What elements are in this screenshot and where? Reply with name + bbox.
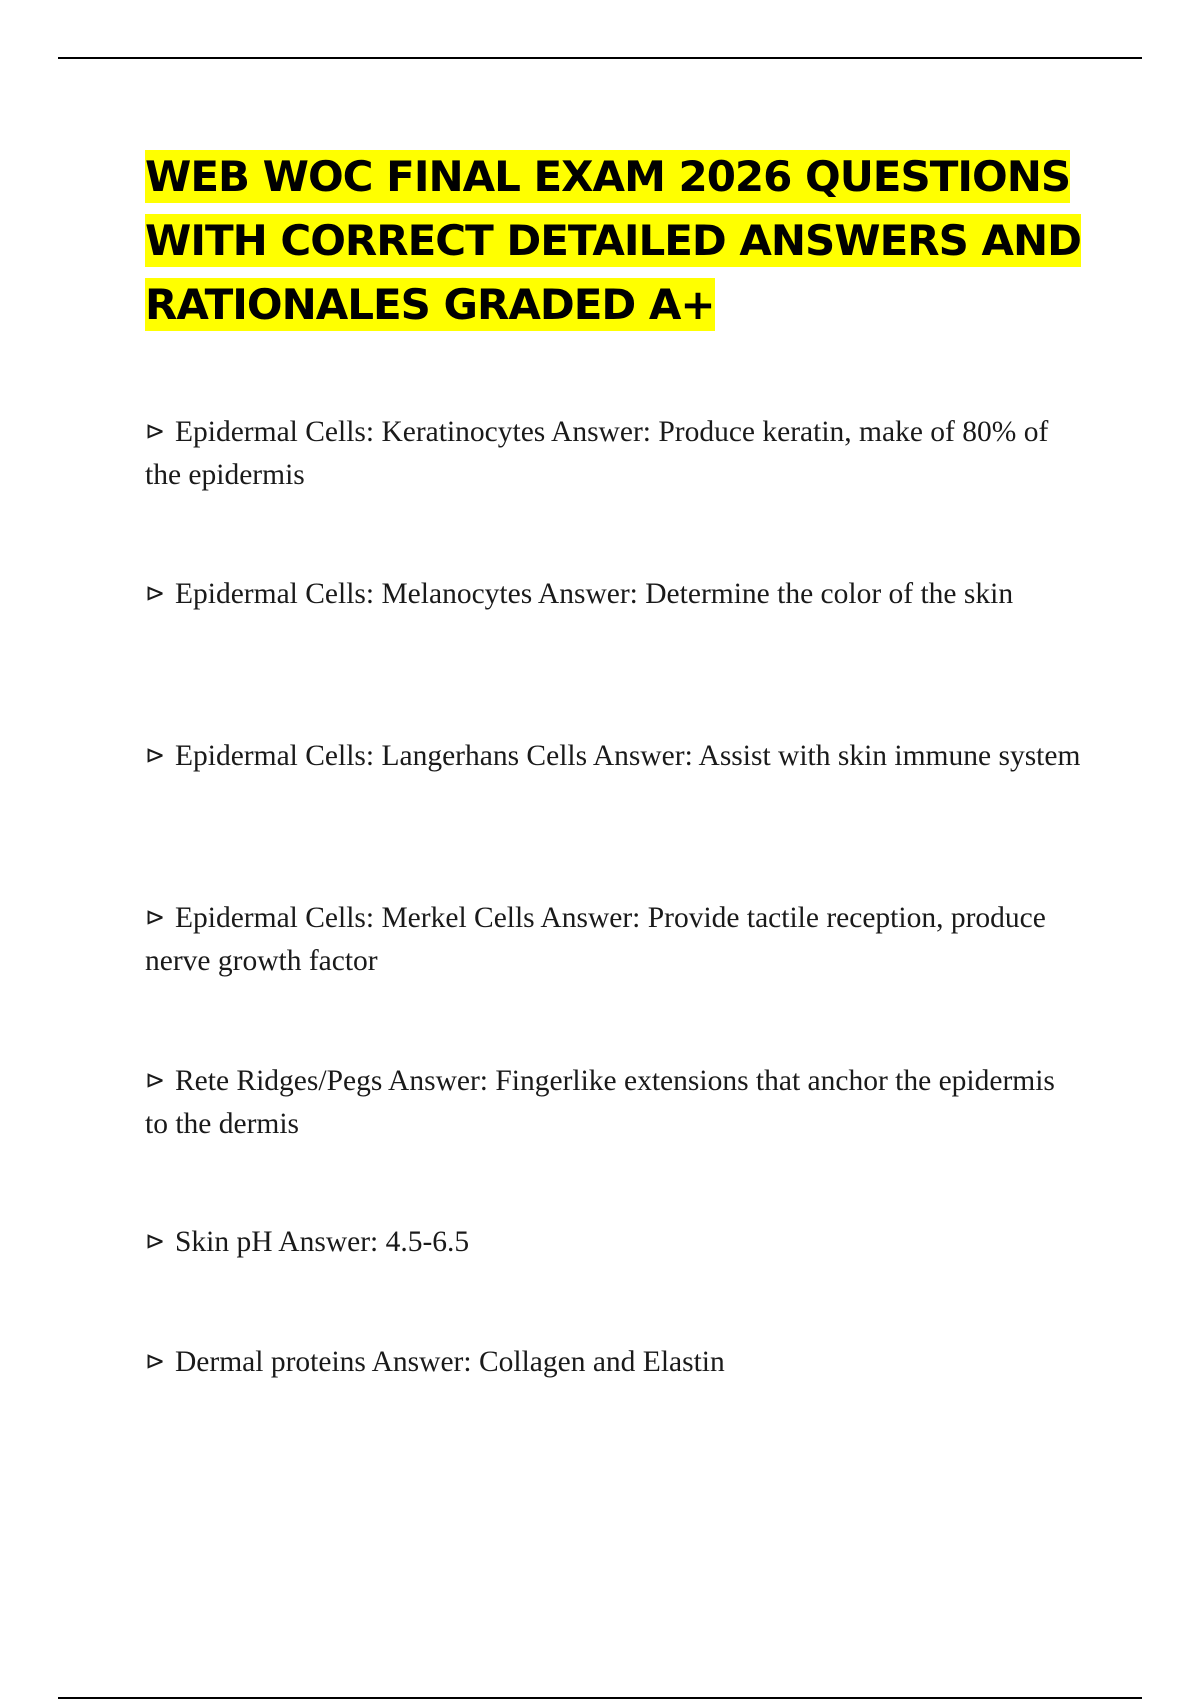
arrow-bullet-icon: ⊳ xyxy=(145,741,166,769)
qa-item-text: Rete Ridges/Pegs Answer: Fingerlike extensions that anchor the epidermis to the dermis xyxy=(145,1065,1055,1140)
qa-item-dermal-proteins xyxy=(145,1340,1085,1384)
bottom-rule xyxy=(58,1697,1142,1699)
arrow-bullet-icon: ⊳ xyxy=(145,417,166,445)
arrow-bullet-icon: ⊳ xyxy=(145,579,166,607)
qa-item-skin-ph xyxy=(145,1220,1085,1264)
title-highlight: WEB WOC FINAL EXAM 2026 QUESTIONS WITH CORRECT DETAILED ANSWERS AND RATIONALES GRADED A+ xyxy=(145,152,1082,329)
arrow-bullet-icon: ⊳ xyxy=(145,1066,166,1094)
arrow-bullet-icon: ⊳ xyxy=(145,1227,166,1255)
document-title xyxy=(145,145,1095,337)
qa-item-text: Skin pH Answer: 4.5-6.5 xyxy=(175,1226,470,1258)
qa-item-langerhans xyxy=(145,734,1085,778)
qa-item-text: Dermal proteins Answer: Collagen and Elastin xyxy=(175,1346,725,1378)
qa-item-text: Epidermal Cells: Keratinocytes Answer: Produce keratin, make of 80% of the epidermis xyxy=(145,416,1049,491)
qa-item-text: Epidermal Cells: Merkel Cells Answer: Provide tactile reception, produce nerve growth factor xyxy=(145,902,1046,977)
qa-item-rete-ridges xyxy=(145,1059,1085,1146)
qa-item-text: Epidermal Cells: Melanocytes Answer: Determine the color of the skin xyxy=(175,578,1014,610)
qa-item-keratinocytes xyxy=(145,410,1085,497)
qa-item-melanocytes xyxy=(145,572,1085,616)
qa-item-text: Epidermal Cells: Langerhans Cells Answer: Assist with skin immune system xyxy=(175,740,1081,772)
qa-item-merkel xyxy=(145,896,1085,983)
top-rule xyxy=(58,57,1142,59)
arrow-bullet-icon: ⊳ xyxy=(145,903,166,931)
arrow-bullet-icon: ⊳ xyxy=(145,1347,166,1375)
